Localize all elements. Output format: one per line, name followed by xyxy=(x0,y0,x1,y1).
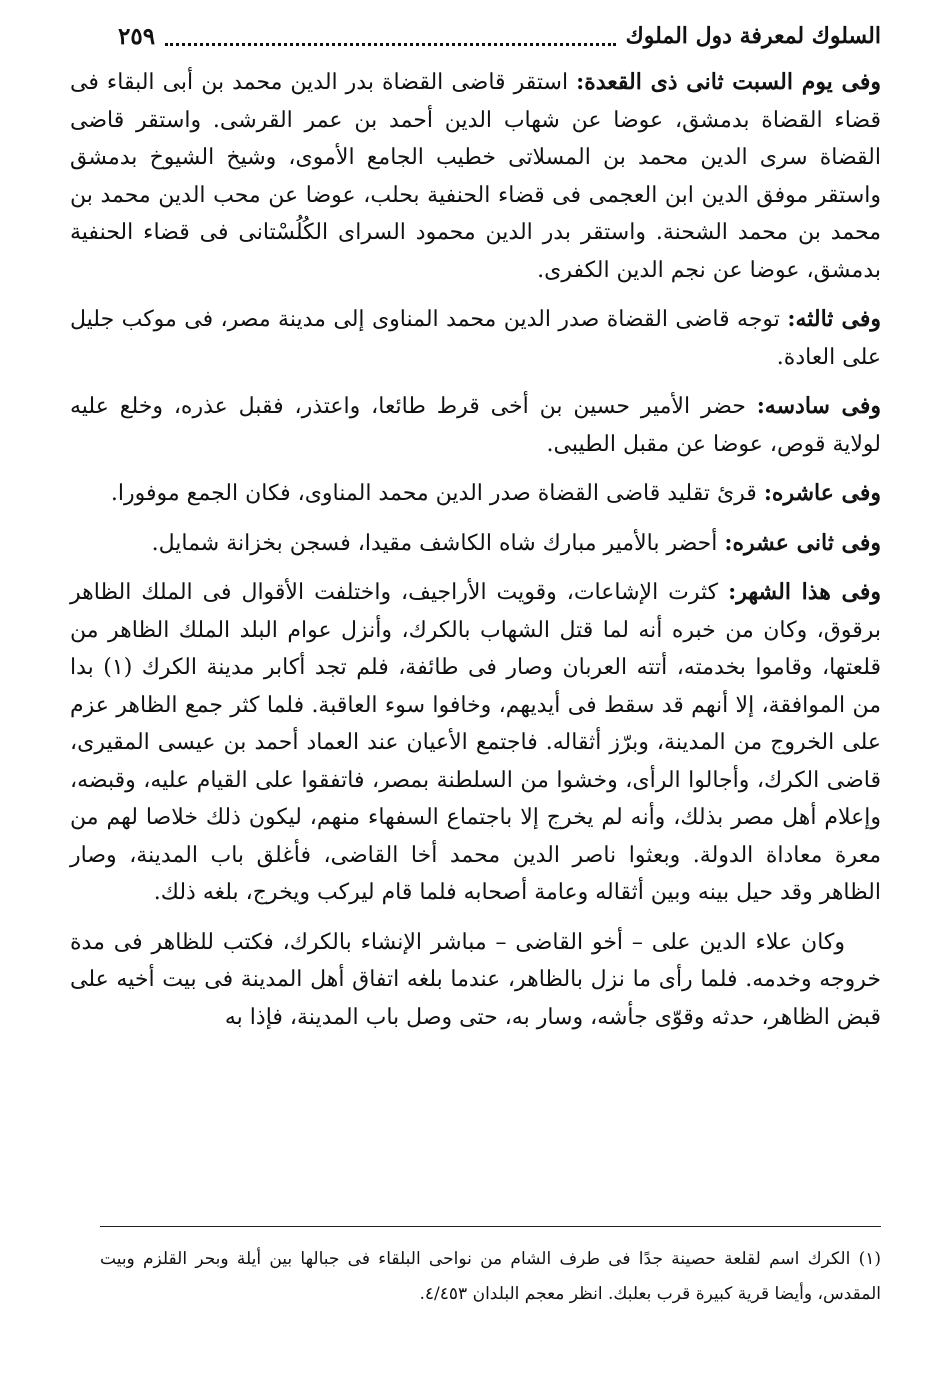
footnote-1: (١) الكرك اسم لقلعة حصينة جدًا فى طرف الشام من نواحى البلقاء فى جبالها بين أيلة وبحر القلزم وبيت المقدس، وأيضا قرية كبيرة قرب بعلبك. انظر معجم البلدان ٤/٤٥٣. xyxy=(100,1249,881,1304)
page-number: ٢٥٩ xyxy=(118,22,156,50)
running-title: السلوك لمعرفة دول الملوك xyxy=(625,23,881,49)
paragraph-text: توجه قاضى القضاة صدر الدين محمد المناوى إلى مدينة مصر، فى موكب جليل على العادة. xyxy=(70,307,881,370)
paragraph-lead: وفى هذا الشهر: xyxy=(728,579,881,605)
paragraph-dhu-al-qada-2 xyxy=(70,64,881,289)
dotted-leader xyxy=(165,27,616,46)
paragraph-lead: وفى سادسه: xyxy=(756,393,882,419)
paragraph-day-12 xyxy=(70,525,881,563)
paragraph-text: وكان علاء الدين على – أخو القاضى – مباشر الإنشاء بالكرك، فكتب للظاهر فى مدة خروجه وخدمه. فلما رأى ما نزل بالظاهر، عندما بلغه اتفاق أهل المدينة فى بيت أخيه على قبض الظاهر، حدثه وقوّى جأشه، وسار به، حتى وصل باب المدينة، فإذا به xyxy=(70,929,881,1030)
paragraph-day-10 xyxy=(70,475,881,513)
paragraph-lead: وفى ثالثه: xyxy=(787,306,881,332)
paragraph-lead: وفى ثانى عشره: xyxy=(724,529,881,556)
footnotes xyxy=(100,1242,881,1312)
paragraph-text: كثرت الإشاعات، وقويت الأراجيف، واختلفت الأقوال فى الملك الظاهر برقوق، وكان من خبره أنه لما قتل الشهاب بالكرك، وأنزل عوام البلد الملك الظاهر من قلعتها، وقاموا بخدمته، أتته العربان وصار فى طائفة، فلم تجد أكابر مدينة الكرك (١) بدا من الموافقة، إلا أنهم قد سقط فى أيديهم، وخافوا سوء العاقبة. فلما كثر جمع الظاهر عزم على الخروج من المدينة، وبرّز أثقاله. فاجتمع الأعيان عند العماد أحمد بن عيسى المقيرى، قاضى الكرك، وأجالوا الرأى، وخشوا من السلطنة بمصر، فاتفقوا على القيام عليه، وقبضه، وإعلام أهل مصر بذلك، وأنه لم يخرج إلا باجتماع السفهاء منهم، ليكون ذلك خلاصا لهم من معرة معاداة الدولة. وبعثوا ناصر الدين محمد أخا القاضى، فأغلق باب المدينة، وصار الظاهر وقد حيل بينه وبين أثقاله وعامة أصحابه فلما قام ليركب ويخرج، بلغه ذلك. xyxy=(70,580,881,905)
paragraph-day-3 xyxy=(70,301,881,376)
paragraph-lead: وفى عاشره: xyxy=(763,480,881,506)
main-text xyxy=(70,64,881,1048)
paragraph-lead: وفى يوم السبت ثانى ذى القعدة: xyxy=(576,69,881,95)
paragraph-alaa-al-din xyxy=(70,924,881,1037)
paragraph-day-6 xyxy=(70,388,881,463)
page-header xyxy=(118,14,881,58)
paragraph-text: حضر الأمير حسين بن أخى قرط طائعا، واعتذر، فقبل عذره، وخلع عليه لولاية قوص، عوضا عن مقبل الطيبى. xyxy=(70,394,881,457)
footnote-divider xyxy=(100,1226,881,1227)
paragraph-this-month xyxy=(70,574,881,912)
paragraph-text: قرئ تقليد قاضى القضاة صدر الدين محمد المناوى، فكان الجمع موفورا. xyxy=(110,481,764,506)
paragraph-text: استقر قاضى القضاة بدر الدين محمد بن أبى البقاء فى قضاء القضاة بدمشق، عوضا عن شهاب الدين أحمد بن عمر القرشى. واستقر قاضى القضاة سرى الدين محمد بن المسلاتى خطيب الجامع الأموى، وشيخ الشيوخ بدمشق واستقر موفق الدين ابن العجمى فى قضاء الحنفية بحلب، عوضا عن محب الدين محمد بن محمد بن محمد الشحنة. واستقر بدر الدين محمود السراى الكُلُسْتانى فى قضاء الحنفية بدمشق، عوضا عن نجم الدين الكفرى. xyxy=(70,70,881,283)
paragraph-text: أحضر بالأمير مبارك شاه الكاشف مقيدا، فسجن بخزانة شمايل. xyxy=(151,530,725,556)
